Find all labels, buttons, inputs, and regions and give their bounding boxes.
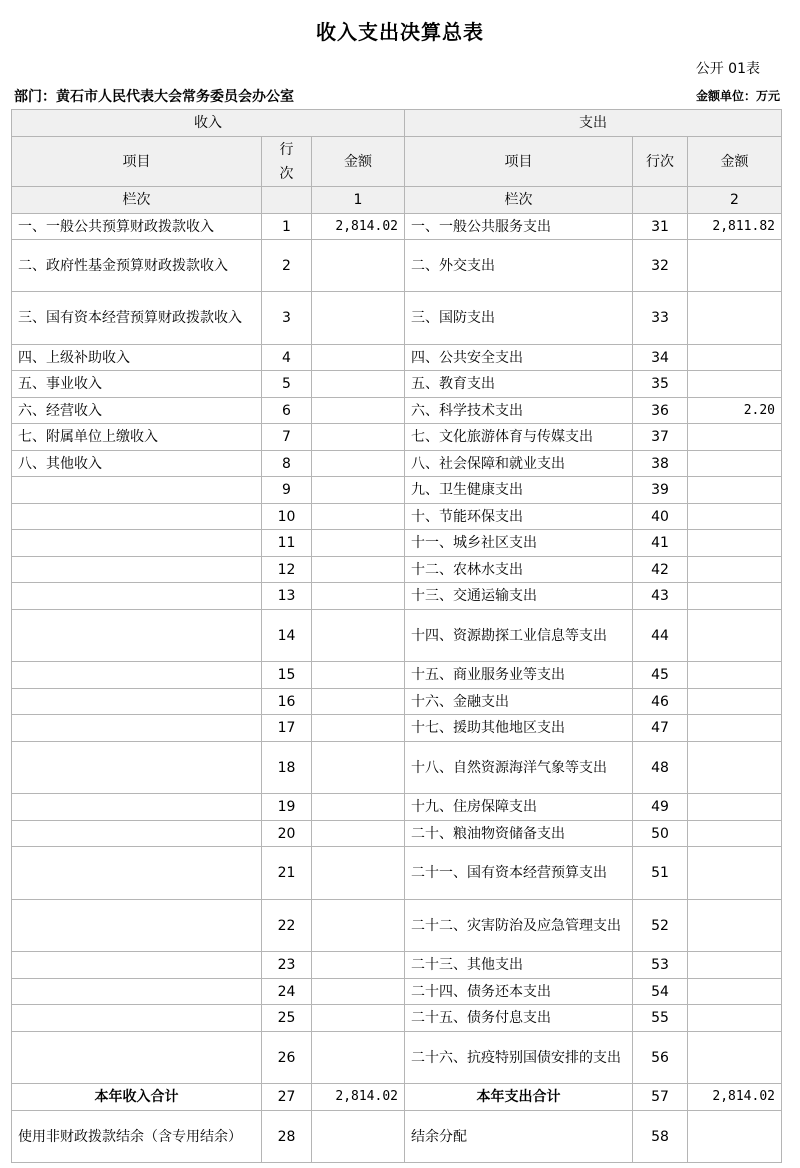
income-line-cell: 2 xyxy=(262,240,312,292)
expense-item-cell: 九、卫生健康支出 xyxy=(405,477,633,504)
expense-item-header: 项目 xyxy=(405,137,633,187)
table-row xyxy=(12,900,782,952)
income-item-cell xyxy=(12,847,262,900)
page-title: 收入支出决算总表 xyxy=(316,20,484,44)
expense-amount-cell: 2,814.02 xyxy=(688,1084,782,1111)
table-row xyxy=(12,610,782,662)
table-row xyxy=(12,424,782,451)
expense-amount-cell xyxy=(688,504,782,530)
table-row xyxy=(12,689,782,715)
income-item-cell: 四、上级补助收入 xyxy=(12,345,262,371)
expense-line-cell: 42 xyxy=(633,557,688,583)
income-amount-cell xyxy=(312,424,405,451)
table-row xyxy=(12,952,782,979)
income-item-cell xyxy=(12,821,262,847)
income-amount-cell xyxy=(312,504,405,530)
income-item-cell: 本年收入合计 xyxy=(12,1084,262,1111)
expense-col-label: 栏次 xyxy=(405,187,633,214)
expense-line-cell: 57 xyxy=(633,1084,688,1111)
income-line-cell: 12 xyxy=(262,557,312,583)
expense-line-cell: 43 xyxy=(633,583,688,610)
income-line-cell: 19 xyxy=(262,794,312,821)
income-amount-header: 金额 xyxy=(312,137,405,187)
income-line-cell: 7 xyxy=(262,424,312,451)
table-row xyxy=(12,794,782,821)
income-line-cell: 4 xyxy=(262,345,312,371)
expense-amount-cell xyxy=(688,424,782,451)
expense-amount-cell xyxy=(688,345,782,371)
expense-item-cell: 三、国防支出 xyxy=(405,292,633,345)
income-amount-cell xyxy=(312,371,405,398)
income-item-cell xyxy=(12,583,262,610)
income-amount-cell xyxy=(312,583,405,610)
income-expense-table xyxy=(11,109,782,1163)
income-amount-cell xyxy=(312,557,405,583)
expense-item-cell: 二、外交支出 xyxy=(405,240,633,292)
table-row xyxy=(12,530,782,557)
expense-line-cell: 56 xyxy=(633,1032,688,1084)
department-label: 部门：黄石市人民代表大会常务委员会办公室 xyxy=(14,89,294,105)
income-amount-cell xyxy=(312,610,405,662)
income-item-cell xyxy=(12,715,262,742)
income-line-cell: 20 xyxy=(262,821,312,847)
table-row xyxy=(12,504,782,530)
expense-item-cell: 十、节能环保支出 xyxy=(405,504,633,530)
expense-line-cell: 39 xyxy=(633,477,688,504)
expense-item-cell: 本年支出合计 xyxy=(405,1084,633,1111)
expense-line-cell: 50 xyxy=(633,821,688,847)
section-header-row xyxy=(12,110,782,137)
column-header-row xyxy=(12,137,782,187)
income-item-cell: 八、其他收入 xyxy=(12,451,262,477)
income-col-index: 1 xyxy=(312,187,405,214)
expense-line-cell: 37 xyxy=(633,424,688,451)
income-item-cell: 七、附属单位上缴收入 xyxy=(12,424,262,451)
income-item-cell: 六、经营收入 xyxy=(12,398,262,424)
income-line-cell: 24 xyxy=(262,979,312,1005)
expense-amount-cell xyxy=(688,794,782,821)
table-row xyxy=(12,371,782,398)
income-item-cell xyxy=(12,979,262,1005)
income-item-cell xyxy=(12,530,262,557)
income-line-cell: 21 xyxy=(262,847,312,900)
table-row xyxy=(12,345,782,371)
expense-section-header: 支出 xyxy=(405,110,782,137)
expense-amount-cell xyxy=(688,451,782,477)
expense-item-cell: 二十五、债务付息支出 xyxy=(405,1005,633,1032)
income-amount-cell xyxy=(312,1111,405,1163)
income-amount-cell: 2,814.02 xyxy=(312,1084,405,1111)
income-col-line-empty xyxy=(262,187,312,214)
expense-item-cell: 二十、粮油物资储备支出 xyxy=(405,821,633,847)
expense-line-cell: 45 xyxy=(633,662,688,689)
expense-item-cell: 十五、商业服务业等支出 xyxy=(405,662,633,689)
expense-item-cell: 二十一、国有资本经营预算支出 xyxy=(405,847,633,900)
expense-item-cell: 二十二、灾害防治及应急管理支出 xyxy=(405,900,633,952)
income-item-cell: 一、一般公共预算财政拨款收入 xyxy=(12,214,262,240)
income-item-header: 项目 xyxy=(12,137,262,187)
expense-amount-cell xyxy=(688,292,782,345)
income-amount-cell xyxy=(312,742,405,794)
income-item-cell xyxy=(12,689,262,715)
expense-item-cell: 二十三、其他支出 xyxy=(405,952,633,979)
table-row xyxy=(12,477,782,504)
expense-line-cell: 41 xyxy=(633,530,688,557)
expense-item-cell: 二十四、债务还本支出 xyxy=(405,979,633,1005)
table-row xyxy=(12,742,782,794)
table-row xyxy=(12,292,782,345)
income-item-cell xyxy=(12,557,262,583)
income-line-header: 行 次 xyxy=(262,137,312,187)
income-amount-cell xyxy=(312,1005,405,1032)
table-row xyxy=(12,1005,782,1032)
column-index-row xyxy=(12,187,782,214)
expense-item-cell: 五、教育支出 xyxy=(405,371,633,398)
income-item-cell xyxy=(12,1032,262,1084)
income-line-cell: 27 xyxy=(262,1084,312,1111)
table-row xyxy=(12,1111,782,1163)
expense-amount-cell xyxy=(688,557,782,583)
expense-item-cell: 十二、农林水支出 xyxy=(405,557,633,583)
income-amount-cell xyxy=(312,477,405,504)
income-amount-cell xyxy=(312,1032,405,1084)
expense-amount-cell xyxy=(688,821,782,847)
expense-col-line-empty xyxy=(633,187,688,214)
income-line-cell: 9 xyxy=(262,477,312,504)
expense-line-cell: 34 xyxy=(633,345,688,371)
income-line-cell: 5 xyxy=(262,371,312,398)
expense-amount-cell: 2,811.82 xyxy=(688,214,782,240)
income-amount-cell xyxy=(312,821,405,847)
expense-item-cell: 六、科学技术支出 xyxy=(405,398,633,424)
income-line-cell: 1 xyxy=(262,214,312,240)
expense-amount-cell xyxy=(688,952,782,979)
income-item-cell xyxy=(12,900,262,952)
table-row xyxy=(12,583,782,610)
expense-amount-cell xyxy=(688,530,782,557)
income-amount-cell xyxy=(312,292,405,345)
expense-amount-cell xyxy=(688,689,782,715)
income-line-cell: 6 xyxy=(262,398,312,424)
expense-amount-header: 金额 xyxy=(688,137,782,187)
income-amount-cell xyxy=(312,689,405,715)
table-row xyxy=(12,240,782,292)
expense-amount-cell xyxy=(688,610,782,662)
table-row xyxy=(12,1032,782,1084)
income-item-cell xyxy=(12,504,262,530)
income-line-cell: 13 xyxy=(262,583,312,610)
income-item-cell xyxy=(12,1005,262,1032)
income-line-cell: 18 xyxy=(262,742,312,794)
income-line-cell: 22 xyxy=(262,900,312,952)
expense-amount-cell xyxy=(688,583,782,610)
expense-item-cell: 二十六、抗疫特别国债安排的支出 xyxy=(405,1032,633,1084)
income-line-cell: 10 xyxy=(262,504,312,530)
expense-item-cell: 一、一般公共服务支出 xyxy=(405,214,633,240)
income-amount-cell xyxy=(312,847,405,900)
income-line-cell: 11 xyxy=(262,530,312,557)
income-item-cell: 五、事业收入 xyxy=(12,371,262,398)
income-item-cell xyxy=(12,794,262,821)
expense-amount-cell xyxy=(688,662,782,689)
expense-col-index: 2 xyxy=(688,187,782,214)
income-amount-cell xyxy=(312,398,405,424)
expense-line-cell: 31 xyxy=(633,214,688,240)
expense-line-cell: 54 xyxy=(633,979,688,1005)
table-row xyxy=(12,398,782,424)
income-line-cell: 28 xyxy=(262,1111,312,1163)
expense-item-cell: 十九、住房保障支出 xyxy=(405,794,633,821)
expense-amount-cell: 2.20 xyxy=(688,398,782,424)
expense-amount-cell xyxy=(688,715,782,742)
expense-line-cell: 32 xyxy=(633,240,688,292)
income-item-cell xyxy=(12,610,262,662)
income-amount-cell xyxy=(312,530,405,557)
income-line-cell: 14 xyxy=(262,610,312,662)
expense-amount-cell xyxy=(688,477,782,504)
income-line-cell: 16 xyxy=(262,689,312,715)
income-amount-cell xyxy=(312,451,405,477)
expense-item-cell: 十七、援助其他地区支出 xyxy=(405,715,633,742)
income-item-cell xyxy=(12,952,262,979)
income-col-label: 栏次 xyxy=(12,187,262,214)
expense-amount-cell xyxy=(688,1111,782,1163)
expense-line-cell: 58 xyxy=(633,1111,688,1163)
table-row xyxy=(12,557,782,583)
income-amount-cell xyxy=(312,979,405,1005)
table-row xyxy=(12,214,782,240)
expense-item-cell: 十三、交通运输支出 xyxy=(405,583,633,610)
income-item-cell xyxy=(12,742,262,794)
expense-amount-cell xyxy=(688,900,782,952)
expense-amount-cell xyxy=(688,371,782,398)
income-line-cell: 17 xyxy=(262,715,312,742)
income-item-cell xyxy=(12,662,262,689)
income-amount-cell xyxy=(312,794,405,821)
table-row xyxy=(12,715,782,742)
expense-line-cell: 33 xyxy=(633,292,688,345)
expense-line-cell: 55 xyxy=(633,1005,688,1032)
table-row xyxy=(12,979,782,1005)
expense-line-cell: 49 xyxy=(633,794,688,821)
amount-unit-label: 金额单位：万元 xyxy=(695,89,780,103)
form-number: 公开 01表 xyxy=(695,61,760,77)
expense-item-cell: 四、公共安全支出 xyxy=(405,345,633,371)
expense-line-cell: 35 xyxy=(633,371,688,398)
expense-line-cell: 40 xyxy=(633,504,688,530)
expense-line-cell: 53 xyxy=(633,952,688,979)
table-row xyxy=(12,451,782,477)
expense-amount-cell xyxy=(688,1005,782,1032)
expense-line-cell: 38 xyxy=(633,451,688,477)
expense-item-cell: 八、社会保障和就业支出 xyxy=(405,451,633,477)
income-item-cell: 二、政府性基金预算财政拨款收入 xyxy=(12,240,262,292)
income-amount-cell xyxy=(312,240,405,292)
income-item-cell: 使用非财政拨款结余（含专用结余） xyxy=(12,1111,262,1163)
table-row xyxy=(12,821,782,847)
income-item-cell xyxy=(12,477,262,504)
expense-line-cell: 44 xyxy=(633,610,688,662)
expense-line-cell: 48 xyxy=(633,742,688,794)
income-amount-cell xyxy=(312,345,405,371)
expense-item-cell: 七、文化旅游体育与传媒支出 xyxy=(405,424,633,451)
table-row xyxy=(12,847,782,900)
income-amount-cell xyxy=(312,952,405,979)
expense-amount-cell xyxy=(688,847,782,900)
expense-line-header: 行次 xyxy=(633,137,688,187)
income-line-cell: 3 xyxy=(262,292,312,345)
income-amount-cell xyxy=(312,900,405,952)
expense-item-cell: 十八、自然资源海洋气象等支出 xyxy=(405,742,633,794)
total-row xyxy=(12,1084,782,1111)
income-amount-cell: 2,814.02 xyxy=(312,214,405,240)
income-line-cell: 15 xyxy=(262,662,312,689)
income-amount-cell xyxy=(312,715,405,742)
expense-amount-cell xyxy=(688,979,782,1005)
income-amount-cell xyxy=(312,662,405,689)
table-row xyxy=(12,662,782,689)
income-line-cell: 23 xyxy=(262,952,312,979)
income-item-cell: 三、国有资本经营预算财政拨款收入 xyxy=(12,292,262,345)
expense-line-cell: 47 xyxy=(633,715,688,742)
table-body xyxy=(12,110,782,1163)
expense-item-cell: 十一、城乡社区支出 xyxy=(405,530,633,557)
expense-amount-cell xyxy=(688,240,782,292)
expense-item-cell: 十四、资源勘探工业信息等支出 xyxy=(405,610,633,662)
income-section-header: 收入 xyxy=(12,110,405,137)
expense-line-cell: 52 xyxy=(633,900,688,952)
expense-line-cell: 36 xyxy=(633,398,688,424)
expense-item-cell: 十六、金融支出 xyxy=(405,689,633,715)
expense-amount-cell xyxy=(688,1032,782,1084)
income-line-cell: 26 xyxy=(262,1032,312,1084)
income-line-cell: 8 xyxy=(262,451,312,477)
expense-item-cell: 结余分配 xyxy=(405,1111,633,1163)
income-line-cell: 25 xyxy=(262,1005,312,1032)
expense-amount-cell xyxy=(688,742,782,794)
expense-line-cell: 51 xyxy=(633,847,688,900)
expense-line-cell: 46 xyxy=(633,689,688,715)
